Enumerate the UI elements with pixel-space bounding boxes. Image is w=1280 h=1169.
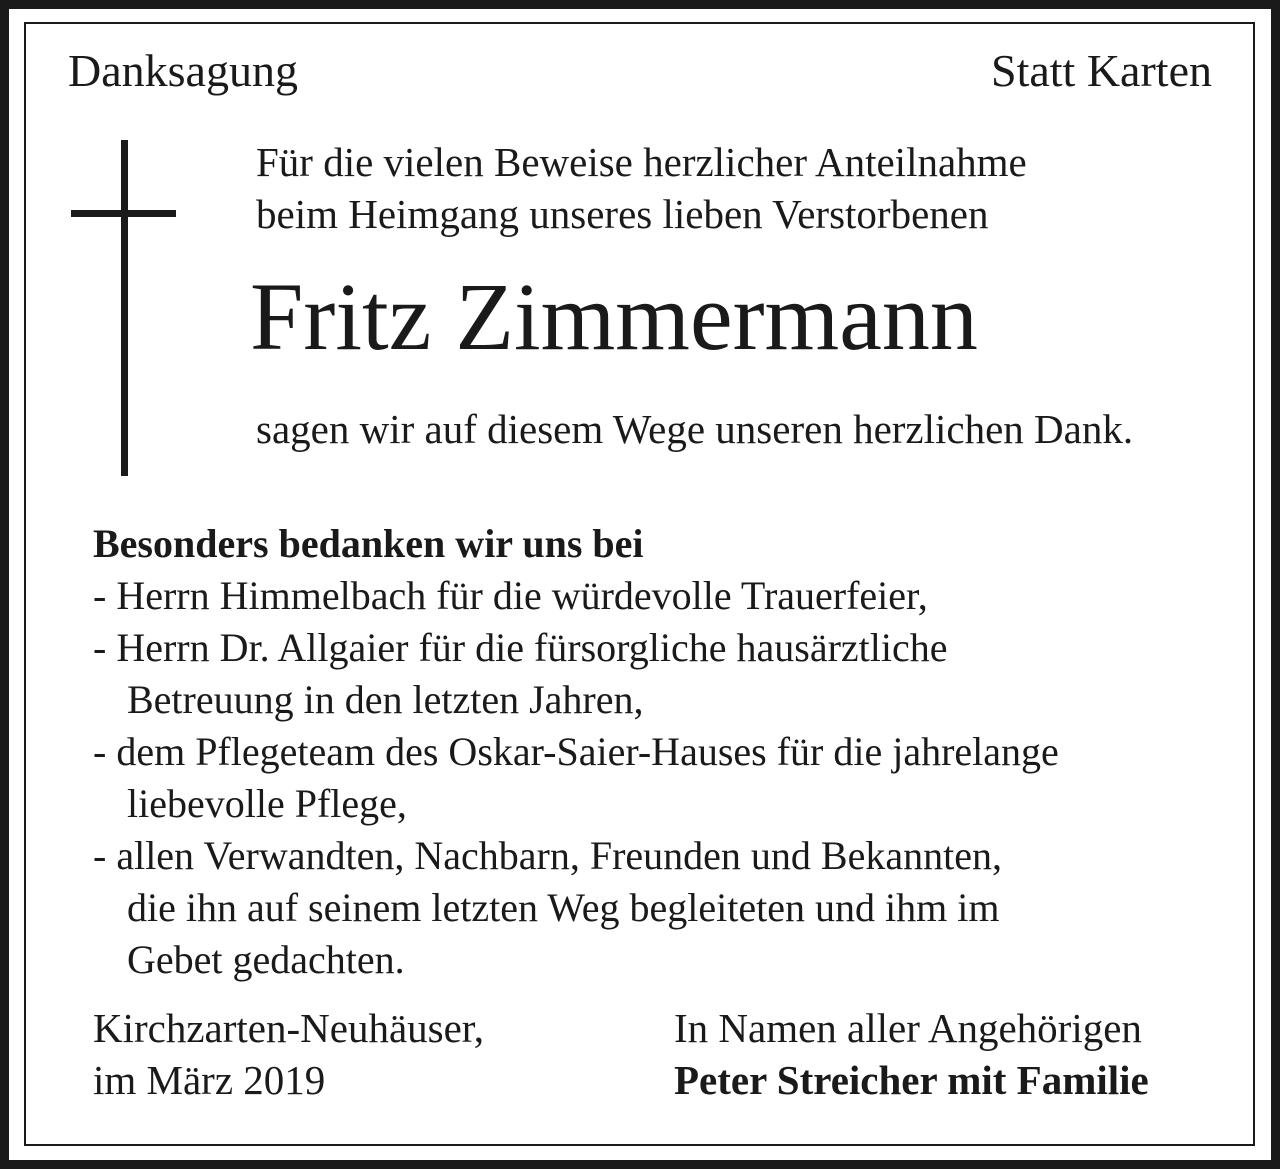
- thanks-item-2: - Herrn Dr. Allgaier für die fürsorgliche hausärztliche: [93, 625, 948, 670]
- thanks-item-3-continued: liebevolle Pflege,: [127, 781, 407, 826]
- on-behalf-text: In Namen aller Angehörigen: [674, 1005, 1142, 1051]
- place-text: Kirchzarten-Neuhäuser,: [93, 1005, 485, 1051]
- thanks-item-4-continued-1: die ihn auf seinem letzten Weg begleiteten und ihm im: [127, 885, 1000, 930]
- intro-line-1: Für die vielen Beweise herzlicher Anteilnahme: [256, 139, 1027, 185]
- place-and-date: [93, 1002, 484, 1106]
- signatory-name: Peter Streicher mit Familie: [674, 1057, 1149, 1103]
- intro-line-2: beim Heimgang unseres lieben Verstorbenen: [256, 191, 989, 237]
- special-thanks-heading: Besonders bedanken wir uns bei: [93, 521, 644, 566]
- cross-icon-vertical-bar: [121, 140, 128, 476]
- thanks-line: sagen wir auf diesem Wege unseren herzlichen Dank.: [256, 406, 1134, 452]
- thanks-item-2-continued: Betreuung in den letzten Jahren,: [127, 677, 644, 722]
- thanks-item-1: - Herrn Himmelbach für die würdevolle Trauerfeier,: [93, 573, 928, 618]
- thanks-item-4: - allen Verwandten, Nachbarn, Freunden und Bekannten,: [93, 833, 1002, 878]
- special-thanks: [93, 518, 1059, 986]
- cross-icon-horizontal-bar: [71, 210, 176, 217]
- intro-text: [256, 136, 1027, 240]
- signature-block: [674, 1002, 1149, 1106]
- date-text: im März 2019: [93, 1057, 326, 1103]
- thanks-item-3: - dem Pflegeteam des Oskar-Saier-Hauses für die jahrelange: [93, 729, 1059, 774]
- heading-statt-karten: Statt Karten: [991, 45, 1212, 96]
- heading-danksagung: Danksagung: [68, 45, 298, 96]
- deceased-name: Fritz Zimmermann: [250, 263, 978, 370]
- thanks-item-4-continued-2: Gebet gedachten.: [127, 937, 405, 982]
